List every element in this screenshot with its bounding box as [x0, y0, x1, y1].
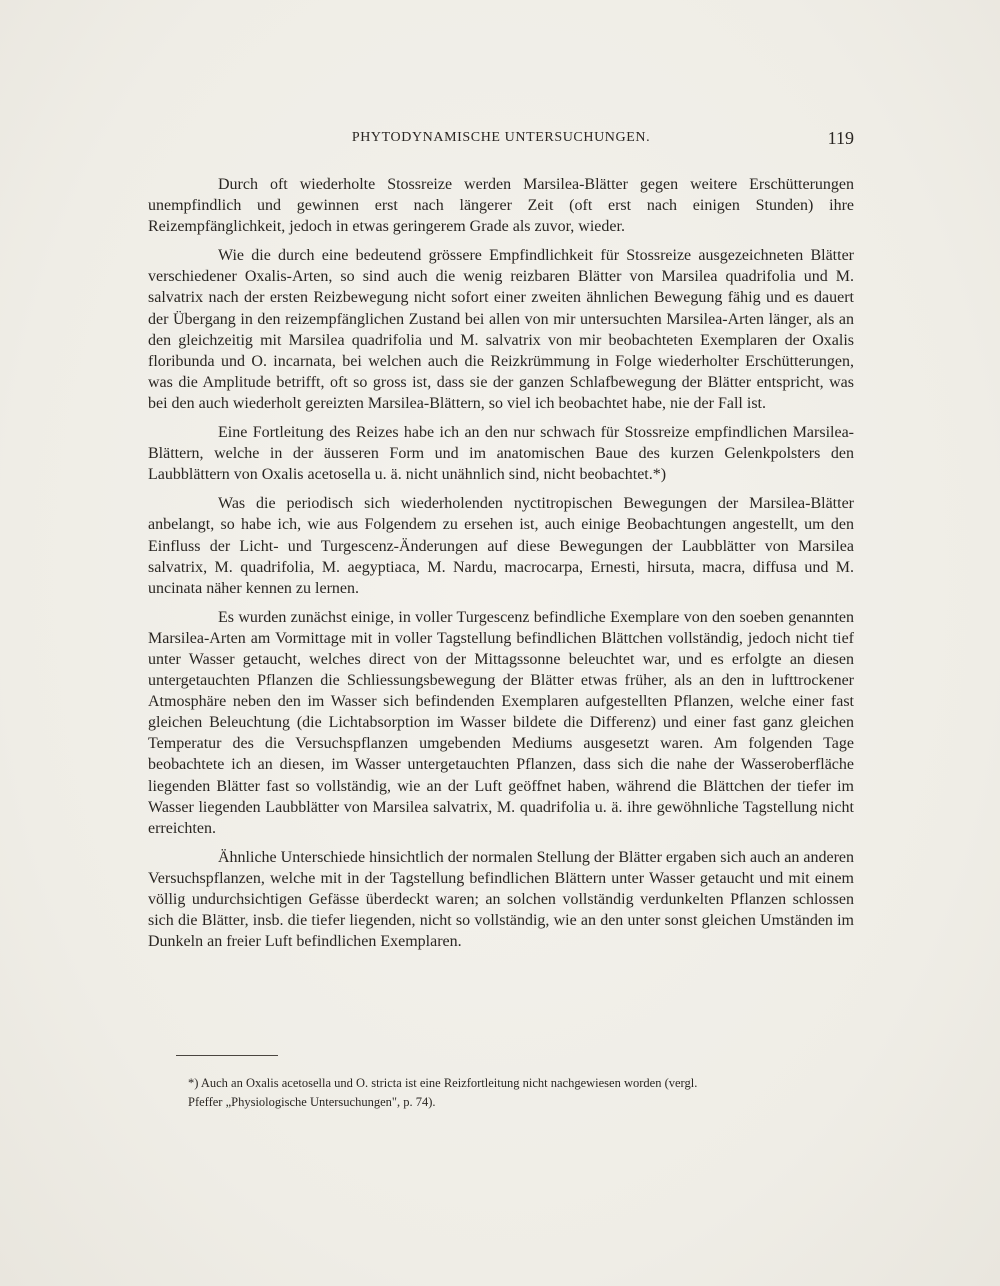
page-number: 119	[827, 128, 854, 148]
footnote	[188, 1074, 838, 1112]
paragraph-5: Es wurden zunächst einige, in voller Turgescenz befindliche Exemplare von den soeben genannten Marsilea-Arten am Vormittage mit in voller Tagstellung befindlichen Blättchen vollständig, jedoch nicht tief unter Wasser getaucht, welches direct von der Mittagssonne beleuchtet war, und es erfolgte an diesen untergetauchten Pflanzen die Schliessungsbewegung der Blätter etwas früher, als an den in lufttrockener Atmosphäre neben den im Wasser sich befindenden Exemplaren aufgestellten Pflanzen, welche einer fast gleichen Beleuchtung (die Lichtabsorption im Wasser bildete die Differenz) und einer fast ganz gleichen Temperatur des die Versuchspflanzen umgebenden Mediums ausgesetzt waren. Am folgenden Tage beobachtete ich an diesen, im Wasser untergetauchten Pflanzen, dass sich die nahe der Wasseroberfläche liegenden Blätter fast so vollständig, wie an der Luft geöffnet haben, während die Blättchen der tiefer im Wasser liegenden Laubblätter von Marsilea salvatrix, M. quadrifolia u. ä. ihre gewöhnliche Tagstellung nicht erreichten.	[148, 608, 854, 837]
footnote-line-1: *) Auch an Oxalis acetosella und O. stricta ist eine Reizfortleitung nicht nachgewiesen worden (vergl.	[188, 1076, 698, 1090]
body-text	[148, 174, 854, 960]
paragraph-1: Durch oft wiederholte Stossreize werden Marsilea-Blätter gegen weitere Erschütterungen unempfindlich und gewinnen erst nach längerer Zeit (oft erst nach einigen Stunden) ihre Reizempfänglichkeit, jedoch in etwas geringerem Grade als zuvor, wieder.	[148, 176, 854, 236]
footnote-divider	[176, 1055, 278, 1056]
paragraph-4: Was die periodisch sich wiederholenden nyctitropischen Bewegungen der Marsilea-Blätter anbelangt, so habe ich, wie aus Folgendem zu ersehen ist, auch einige Beobachtungen angestellt, um den Einfluss der Licht- und Turgescenz-Änderungen auf diese Bewegungen der Laubblätter von Marsilea salvatrix, M. quadrifolia, M. aegyptiaca, M. Nardu, macrocarpa, Ernesti, hirsuta, macra, diffusa und M. uncinata näher kennen zu lernen.	[148, 495, 854, 597]
paragraph-2: Wie die durch eine bedeutend grössere Empfindlichkeit für Stossreize ausgezeichneten Blätter verschiedener Oxalis-Arten, so sind auch die wenig reizbaren Blätter von Marsilea quadrifolia und M. salvatrix nach der ersten Reizbewegung nicht sofort einer zweiten ähnlichen Bewegung fähig und es dauert der Übergang in den reizempfänglichen Zustand bei allen von mir untersuchten Marsilea-Arten länger, als an den gleichzeitig mit Marsilea quadrifolia und M. salvatrix von mir beobachteten Exemplaren der Oxalis floribunda und O. incarnata, bei welchen auch die Reizkrümmung in Folge wiederholter Erschütterungen, was die Amplitude betrifft, oft so gross ist, dass sie der ganzen Schlafbewegung der Blätter entspricht, was bei den auch wiederholt gereizten Marsilea-Blättern, so viel ich beobachtet habe, nie der Fall ist.	[148, 247, 854, 412]
paragraph-6: Ähnliche Unterschiede hinsichtlich der normalen Stellung der Blätter ergaben sich auch an anderen Versuchspflanzen, welche mit in der Tagstellung befindlichen Blättern unter Wasser getaucht und mit einem völlig undurchsichtigen Gefässe überdeckt waren; an solchen vollständig verdunkelten Pflanzen schlossen sich die Blätter, insb. die tiefer liegenden, nicht so vollständig, wie an den unter sonst gleichen Umständen im Dunkeln an freier Luft befindlichen Exemplaren.	[148, 848, 854, 951]
page-header	[148, 128, 854, 154]
running-head: PHYTODYNAMISCHE UNTERSUCHUNGEN.	[351, 130, 651, 145]
paragraph-3: Eine Fortleitung des Reizes habe ich an den nur schwach für Stossreize empfindlichen Marsilea-Blättern, welche in der äusseren Form und im anatomischen Baue des kurzen Gelenkpolsters den Laubblättern von Oxalis acetosella u. ä. nicht unähnlich sind, nicht beobachtet.*)	[148, 424, 854, 484]
footnote-line-2: Pfeffer „Physiologische Untersuchungen", p. 74).	[188, 1095, 436, 1109]
